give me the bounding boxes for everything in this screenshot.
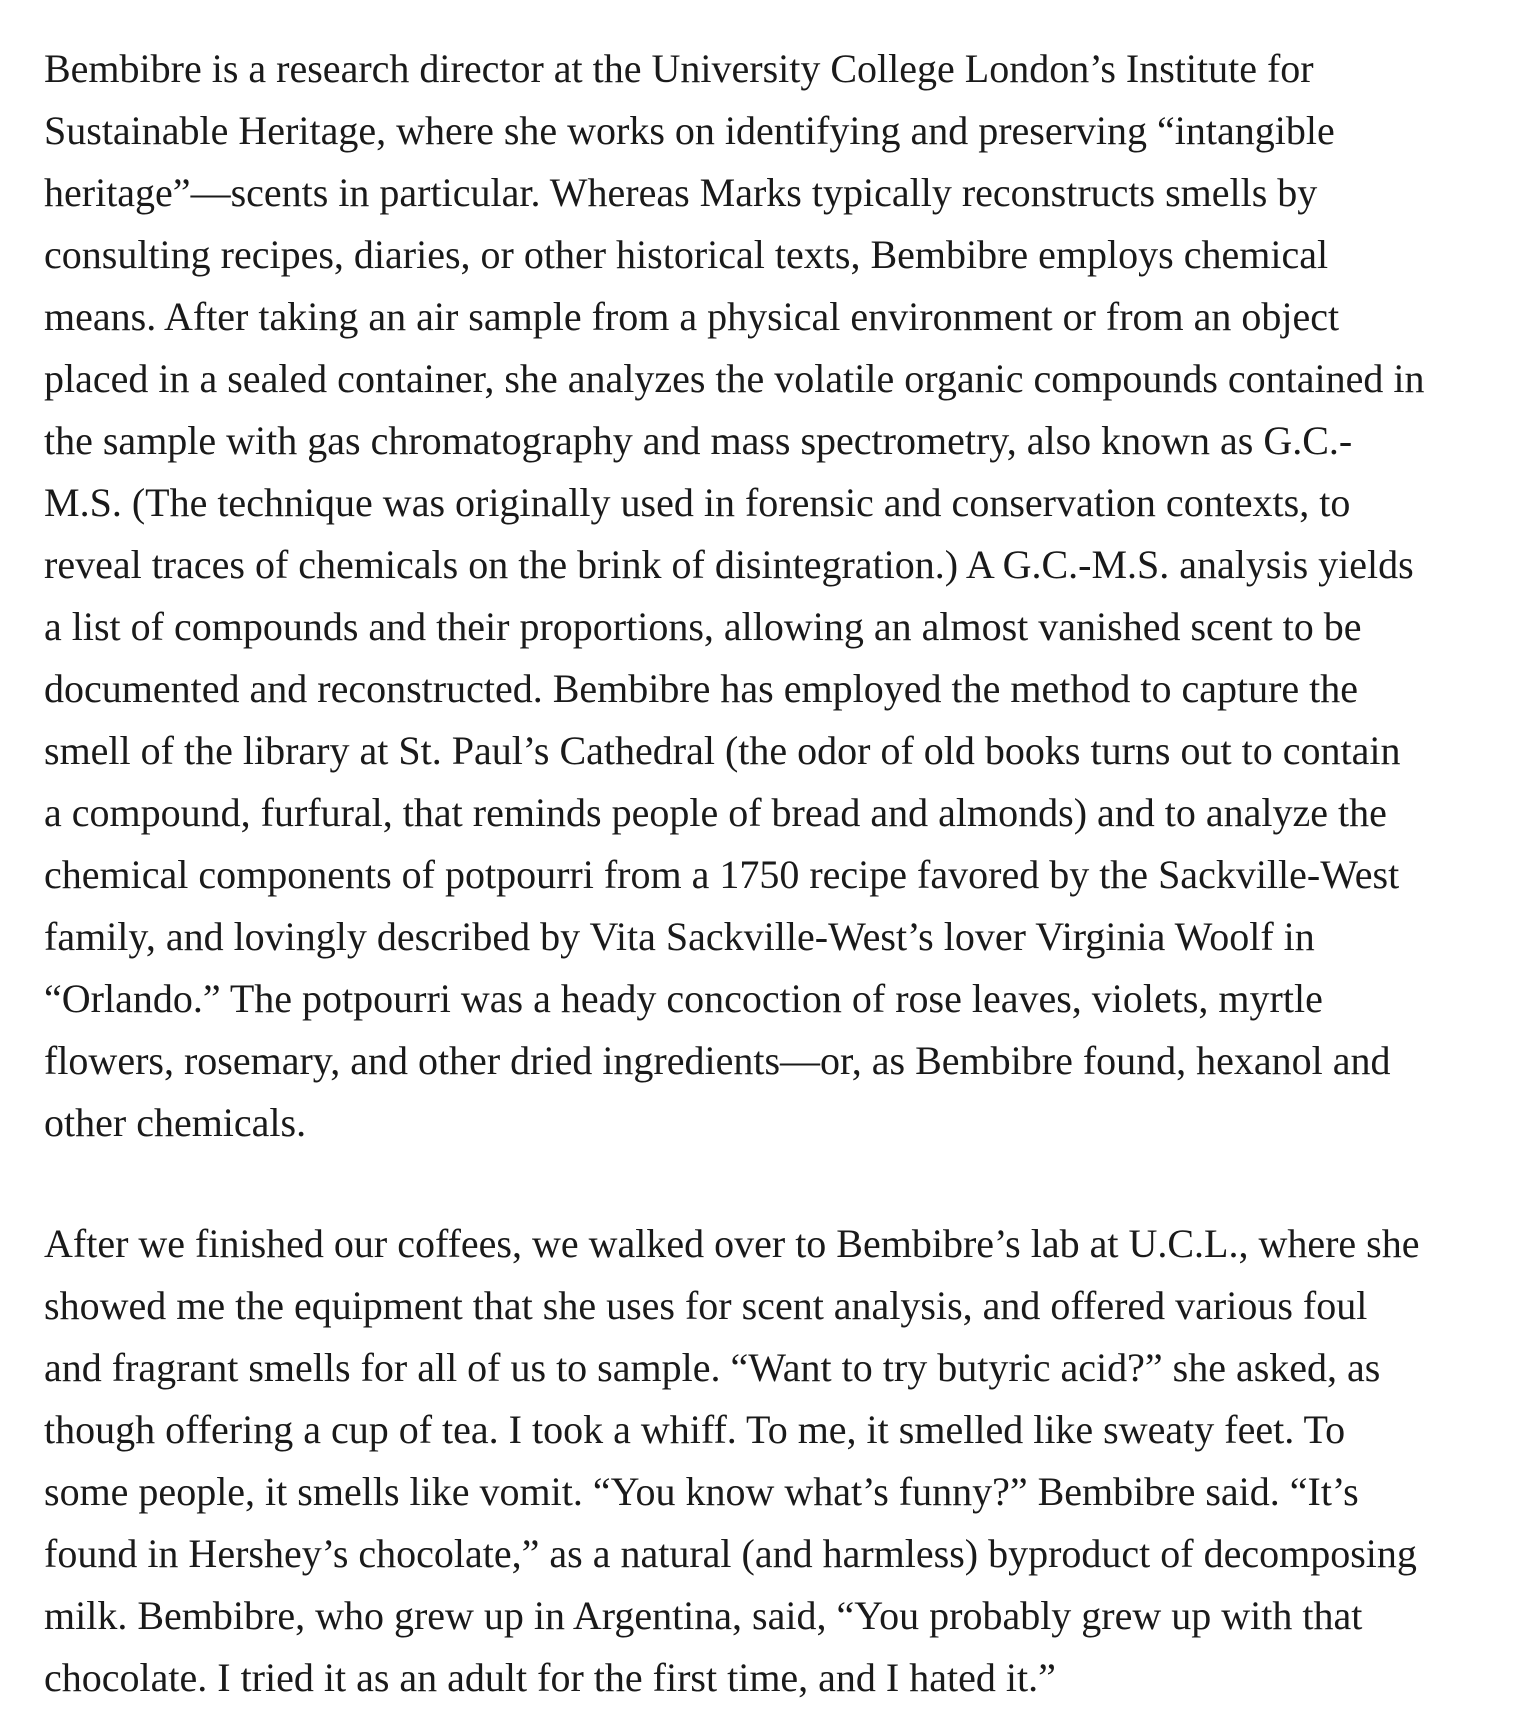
- text-line: documented and reconstructed. Bembibre has employed the method to capture the: [44, 666, 1359, 711]
- text-line: chocolate. I tried it as an adult for the first time, and I hated it.”: [44, 1655, 1056, 1700]
- text-line: found in Hershey’s chocolate,” as a natural (and harmless) byproduct of decomposing: [44, 1531, 1417, 1576]
- text-line: chemical components of potpourri from a 1750 recipe favored by the Sackville-West: [44, 852, 1400, 897]
- text-line: heritage”—scents in particular. Whereas Marks typically reconstructs smells by: [44, 170, 1318, 215]
- text-line: smell of the library at St. Paul’s Cathedral (the odor of old books turns out to contain: [44, 728, 1401, 773]
- article-body: [44, 38, 1484, 1709]
- text-line: “Orlando.” The potpourri was a heady concoction of rose leaves, violets, myrtle: [44, 976, 1323, 1021]
- text-line: Bembibre is a research director at the University College London’s Institute for: [44, 46, 1314, 91]
- text-line: After we finished our coffees, we walked over to Bembibre’s lab at U.C.L., where she: [44, 1221, 1420, 1266]
- text-line: milk. Bembibre, who grew up in Argentina, said, “You probably grew up with that: [44, 1593, 1363, 1638]
- text-line: placed in a sealed container, she analyzes the volatile organic compounds contained in: [44, 356, 1425, 401]
- text-line: a list of compounds and their proportions, allowing an almost vanished scent to be: [44, 604, 1362, 649]
- text-line: means. After taking an air sample from a physical environment or from an object: [44, 294, 1340, 339]
- text-line: showed me the equipment that she uses for scent analysis, and offered various foul: [44, 1283, 1368, 1328]
- text-line: and fragrant smells for all of us to sample. “Want to try butyric acid?” she asked, as: [44, 1345, 1381, 1390]
- text-line: family, and lovingly described by Vita Sackville-West’s lover Virginia Woolf in: [44, 914, 1315, 959]
- text-line: reveal traces of chemicals on the brink of disintegration.) A G.C.-M.S. analysis yields: [44, 542, 1414, 587]
- text-line: some people, it smells like vomit. “You know what’s funny?” Bembibre said. “It’s: [44, 1469, 1359, 1514]
- paragraph-lab-visit: [44, 1213, 1484, 1709]
- text-line: though offering a cup of tea. I took a whiff. To me, it smelled like sweaty feet. To: [44, 1407, 1346, 1452]
- text-line: consulting recipes, diaries, or other historical texts, Bembibre employs chemical: [44, 232, 1329, 277]
- text-line: the sample with gas chromatography and mass spectrometry, also known as G.C.-: [44, 418, 1353, 463]
- text-line: a compound, furfural, that reminds people of bread and almonds) and to analyze the: [44, 790, 1387, 835]
- text-line: Sustainable Heritage, where she works on identifying and preserving “intangible: [44, 108, 1335, 153]
- text-line: other chemicals.: [44, 1100, 307, 1145]
- paragraph-bembibre-research: [44, 38, 1484, 1154]
- text-line: flowers, rosemary, and other dried ingredients—or, as Bembibre found, hexanol and: [44, 1038, 1391, 1083]
- text-line: M.S. (The technique was originally used in forensic and conservation contexts, to: [44, 480, 1351, 525]
